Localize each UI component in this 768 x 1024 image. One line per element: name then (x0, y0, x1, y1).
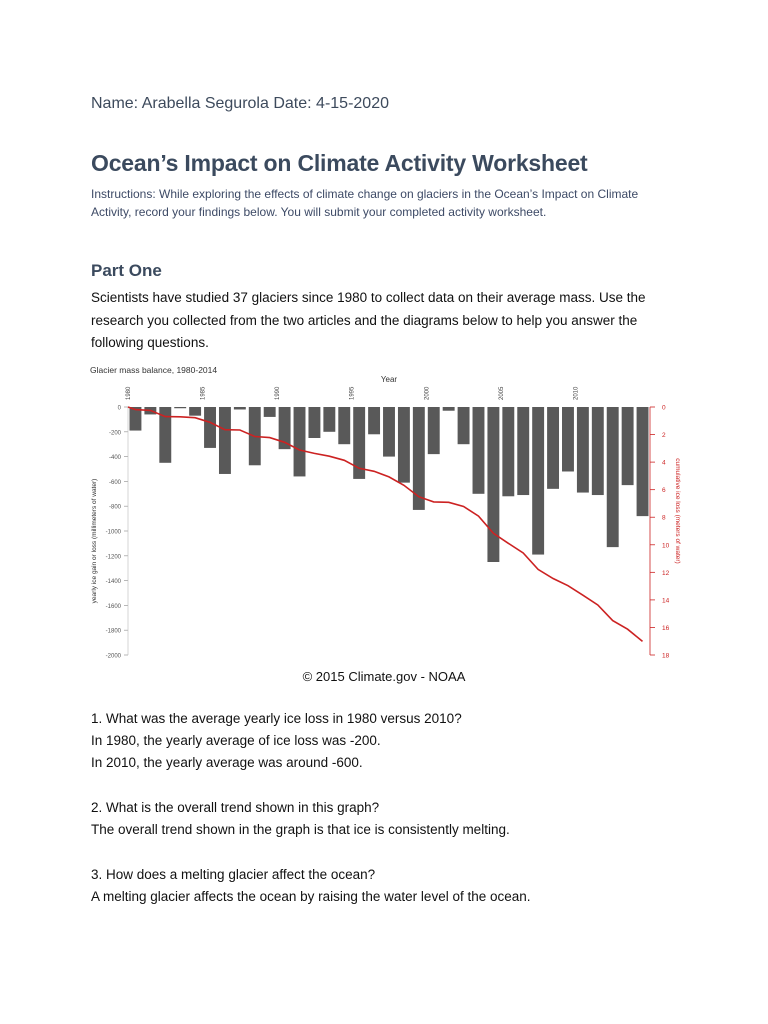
y-tick-label: -1600 (105, 603, 121, 610)
chart-credit: © 2015 Climate.gov - NOAA (302, 669, 466, 684)
y-tick-label: -400 (108, 455, 121, 462)
bar (189, 407, 201, 416)
answer-1-line-1: In 1980, the yearly average of ice loss was -200. (91, 733, 381, 748)
answer-2-line-1: The overall trend shown in the graph is that ice is consistently melting. (91, 822, 510, 837)
question-2-text: 2. What is the overall trend shown in this graph? (91, 800, 380, 815)
chart-title: Glacier mass balance, 1980-2014 (90, 365, 218, 375)
x-tick-label: 1990 (275, 386, 282, 400)
bar (532, 407, 544, 555)
x-axis-label: Year (380, 375, 398, 384)
right-tick-label: 4 (662, 459, 666, 467)
bar (219, 407, 231, 474)
glacier-chart (88, 362, 700, 662)
bar (308, 407, 320, 438)
bar (577, 407, 589, 493)
y-tick-label: -200 (108, 430, 121, 437)
right-axis-label: cumulative ice loss (meters of water) (674, 458, 681, 564)
bar (562, 407, 574, 471)
question-2 (91, 797, 691, 841)
bar (368, 407, 380, 434)
right-tick-label: 14 (662, 597, 670, 605)
bar (517, 407, 529, 495)
question-3 (91, 864, 691, 908)
bar (622, 407, 634, 485)
page-title: Ocean’s Impact on Climate Activity Worksheet (91, 150, 588, 176)
y-tick-label: -1400 (105, 579, 121, 586)
right-tick-label: 6 (662, 487, 666, 495)
bar (428, 407, 440, 454)
bar (547, 407, 559, 489)
y-axis-label: yearly ice gain or loss (millimeters of water) (91, 478, 98, 604)
bar (398, 407, 410, 483)
answer-3-line-1: A melting glacier affects the ocean by raising the water level of the ocean. (91, 889, 531, 904)
right-tick-label: 2 (662, 432, 666, 440)
name-label: Name: (91, 95, 139, 112)
right-tick-label: 12 (662, 569, 670, 577)
x-tick-label: 1995 (349, 386, 356, 400)
y-tick-label: 0 (117, 405, 121, 412)
y-tick-label: -800 (108, 504, 121, 511)
right-tick-label: 18 (662, 652, 670, 660)
date-value: 4-15-2020 (316, 95, 389, 112)
bar (637, 407, 649, 516)
date-label: Date: (273, 95, 312, 112)
x-tick-label: 1985 (200, 386, 207, 400)
bar (458, 407, 470, 444)
bar (323, 407, 335, 432)
right-tick-label: 8 (662, 514, 666, 522)
bar (294, 407, 306, 476)
x-tick-label: 2010 (573, 386, 580, 400)
bar (383, 407, 395, 457)
bar (443, 407, 455, 411)
y-tick-label: -1000 (105, 529, 121, 536)
x-tick-label: 1980 (126, 386, 132, 400)
bar (234, 407, 246, 409)
question-1 (91, 708, 691, 774)
bar (592, 407, 604, 495)
part-one-intro: Scientists have studied 37 glaciers since 1980 to collect data on their average mass. Use the research you collected from the two articles and the diagrams below to help you answer the following questions. (91, 290, 646, 350)
part-one-heading: Part One (91, 261, 162, 280)
y-tick-label: -2000 (105, 653, 121, 660)
bar (338, 407, 350, 444)
bar (487, 407, 499, 562)
bar (204, 407, 216, 448)
answer-1-line-2: In 2010, the yearly average was around -600. (91, 755, 363, 770)
question-3-text: 3. How does a melting glacier affect the ocean? (91, 867, 376, 882)
glacier-mass-balance-chart (88, 362, 700, 662)
y-tick-label: -1800 (105, 628, 121, 635)
bar (473, 407, 485, 494)
y-tick-label: -600 (108, 479, 121, 486)
bar (607, 407, 619, 547)
right-tick-label: 10 (662, 542, 670, 550)
x-tick-label: 2000 (424, 386, 431, 400)
name-date-line (91, 95, 389, 113)
y-tick-label: -1200 (105, 554, 121, 561)
instructions: Instructions: While exploring the effects of climate change on glaciers in the Ocean’s Impact on Climate Activity, record your findings below. You will submit your completed activity worksheet. (91, 187, 639, 219)
right-tick-label: 0 (662, 404, 666, 412)
question-1-text: 1. What was the average yearly ice loss in 1980 versus 2010? (91, 711, 462, 726)
bar (264, 407, 276, 417)
bar (174, 407, 186, 408)
bar (502, 407, 514, 496)
student-name: Arabella Segurola (141, 95, 269, 112)
right-tick-label: 16 (662, 624, 670, 632)
x-tick-label: 2005 (498, 386, 505, 400)
